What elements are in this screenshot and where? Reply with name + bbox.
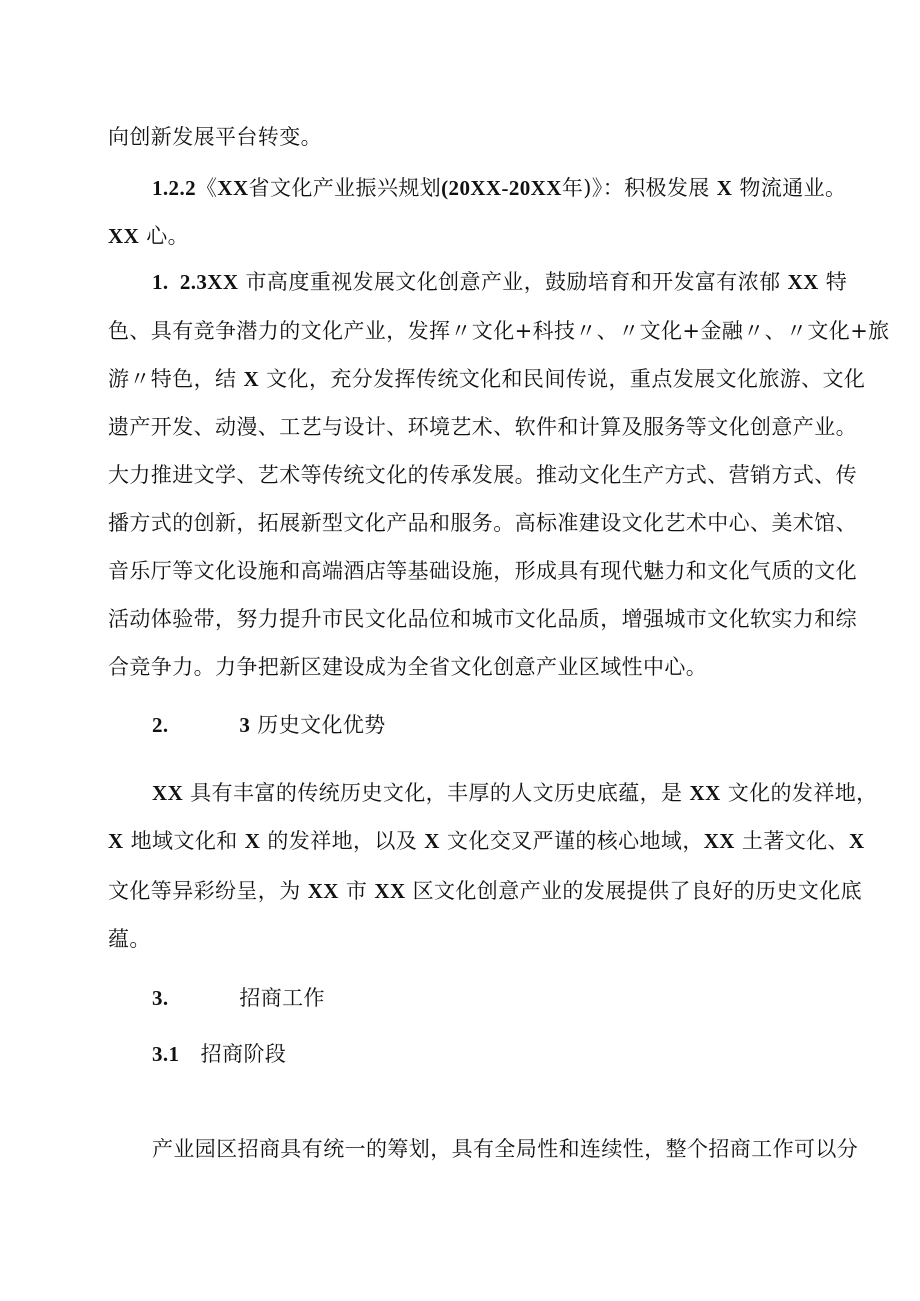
text-line xyxy=(108,924,151,954)
text-run: 遗产开发、动漫、工艺与设计、环境艺术、软件和计算及服务等文化创意产业。 xyxy=(108,415,857,439)
text-line xyxy=(108,316,890,346)
text-run: 的发祥地，以及 xyxy=(260,829,425,853)
bold-run: XX xyxy=(689,781,721,805)
bold-run: 3.1 xyxy=(152,1042,180,1066)
text-run: 游〃特色，结 xyxy=(108,367,244,391)
text-run: 具有丰富的传统历史文化，丰厚的人文历史底蕴，是 xyxy=(183,781,690,805)
bold-run: X xyxy=(716,176,733,200)
bold-run: 3 xyxy=(239,713,251,737)
text-run xyxy=(169,713,240,737)
subsection-heading xyxy=(152,1039,286,1069)
text-run: 色、具有竞争潜力的文化产业，发挥〃文化+科技〃、〃文化+金融〃、〃文化+旅 xyxy=(108,319,890,343)
bold-run: XX xyxy=(787,270,819,294)
text-line xyxy=(108,221,189,251)
text-line xyxy=(108,122,322,152)
text-run: 文化，充分发挥传统文化和民间传说，重点发展文化旅游、文化 xyxy=(259,367,866,391)
bold-run: 3. xyxy=(152,986,169,1010)
text-run: 招商工作 xyxy=(168,986,325,1010)
text-run: 心。 xyxy=(139,224,190,248)
text-line xyxy=(108,412,857,442)
text-run: 音乐厅等文化设施和高端酒店等基础设施，形成具有现代魅力和文化气质的文化 xyxy=(108,559,857,583)
text-run: 播方式的创新，拓展新型文化产品和服务。高标准建设文化艺术中心、美术馆、 xyxy=(108,511,857,535)
text-run: 特 xyxy=(818,270,848,294)
text-line xyxy=(152,173,846,203)
text-line xyxy=(108,826,865,856)
text-line xyxy=(108,876,862,906)
text-line xyxy=(108,604,857,634)
text-run: 省文化产业振兴规划 xyxy=(248,176,442,200)
text-run: 市高度重视发展文化创意产业，鼓励培育和开发富有浓郁 xyxy=(238,270,788,294)
text-run: 物流通业。 xyxy=(732,176,847,200)
bold-run: X xyxy=(108,829,124,853)
text-run: 历史文化优势 xyxy=(250,713,386,737)
bold-run: XX xyxy=(152,781,184,805)
bold-run: X xyxy=(424,829,440,853)
bold-run: 2. xyxy=(152,713,169,737)
text-line xyxy=(152,1134,858,1164)
section-heading xyxy=(152,710,386,740)
text-run: 蕴。 xyxy=(108,927,151,951)
text-run: 招商阶段 xyxy=(179,1042,287,1066)
text-run: 年)》：积极发展 xyxy=(561,176,717,200)
text-run: 《 xyxy=(196,176,218,200)
bold-run: XX xyxy=(307,879,339,903)
text-run: 土著文化、 xyxy=(734,829,849,853)
text-line xyxy=(108,460,857,490)
section-heading xyxy=(152,983,325,1013)
bold-run: XX xyxy=(703,829,735,853)
text-run: 大力推进文学、艺术等传统文化的传承发展。推动文化生产方式、营销方式、传 xyxy=(108,463,857,487)
text-line xyxy=(108,556,857,586)
bold-run: X xyxy=(848,829,865,853)
text-run: 市 xyxy=(338,879,375,903)
text-run: 地域文化和 xyxy=(123,829,245,853)
text-run: 文化等异彩纷呈，为 xyxy=(108,879,308,903)
bold-run: XX xyxy=(374,879,406,903)
bold-run: XX xyxy=(217,176,249,200)
text-run: 活动体验带，努力提升市民文化品位和城市文化品质，增强城市文化软实力和综 xyxy=(108,607,857,631)
text-run: 合竞争力。力争把新区建设成为全省文化创意产业区域性中心。 xyxy=(108,655,708,679)
text-run: 文化的发祥地， xyxy=(720,781,878,805)
text-run: 产业园区招商具有统一的筹划，具有全局性和连续性，整个招商工作可以分 xyxy=(152,1137,859,1161)
text-line xyxy=(152,778,878,808)
text-run: 向创新发展平台转变。 xyxy=(108,125,322,149)
text-line xyxy=(108,652,707,682)
bold-run: 1. 2.3XX xyxy=(152,270,239,294)
text-run: 区文化创意产业的发展提供了良好的历史文化底 xyxy=(405,879,863,903)
bold-run: (20XX-20XX xyxy=(441,176,562,200)
text-run: 文化交叉严谨的核心地域， xyxy=(439,829,704,853)
text-line xyxy=(108,508,857,538)
bold-run: XX xyxy=(108,224,140,248)
text-line xyxy=(108,364,865,394)
bold-run: 1.2.2 xyxy=(152,176,196,200)
bold-run: X xyxy=(244,829,261,853)
text-line xyxy=(152,267,847,297)
bold-run: X xyxy=(243,367,260,391)
